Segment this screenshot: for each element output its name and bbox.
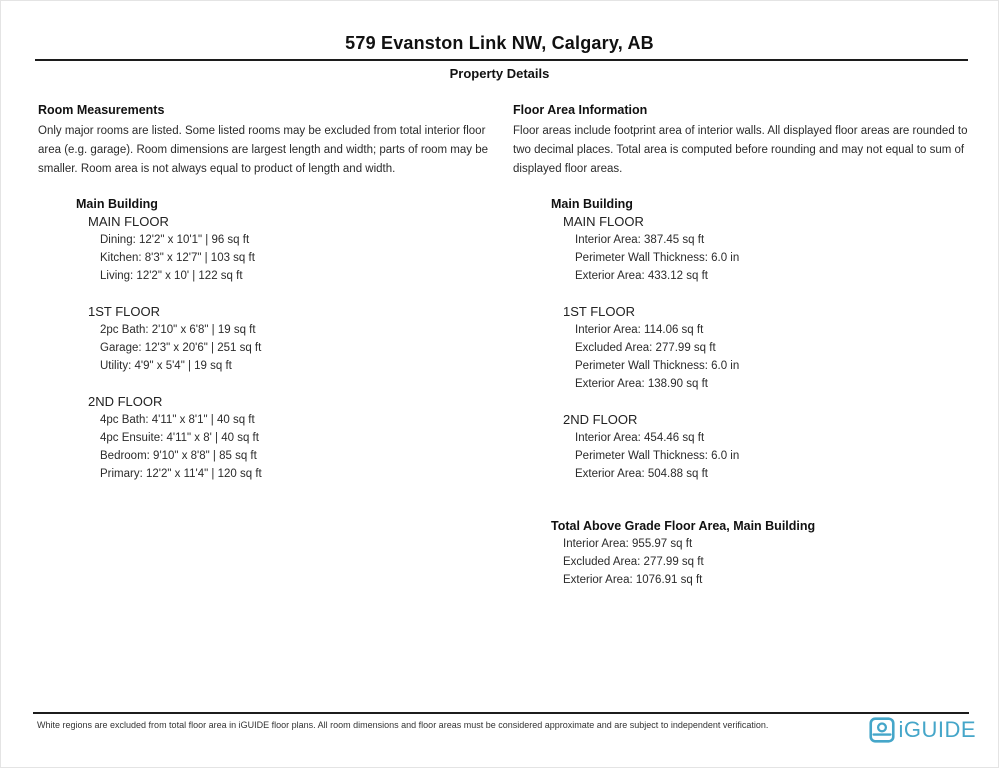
room-measurements-heading: Room Measurements (38, 103, 165, 117)
floor-group-1st-floor (88, 303, 496, 375)
floor-group-2nd-floor (88, 393, 496, 483)
room-measurements-section (38, 103, 496, 483)
room-entry: Primary: 12'2" x 11'4" | 120 sq ft (100, 468, 262, 480)
footer-divider (33, 712, 969, 714)
floor-group-main-floor (88, 213, 496, 285)
iguide-logo-text: iGUIDE (898, 717, 976, 742)
total-heading: Total Above Grade Floor Area, Main Building (551, 519, 816, 533)
room-entry: Living: 12'2" x 10' | 122 sq ft (100, 270, 243, 282)
room-entry: Garage: 12'3" x 20'6" | 251 sq ft (100, 342, 262, 354)
room-entry: Bedroom: 9'10" x 8'8" | 85 sq ft (100, 450, 257, 462)
iguide-logo (869, 717, 976, 743)
floor-name: MAIN FLOOR (563, 214, 644, 229)
area-entry: Excluded Area: 277.99 sq ft (575, 342, 716, 354)
room-entry: Kitchen: 8'3" x 12'7" | 103 sq ft (100, 252, 255, 264)
area-entry: Interior Area: 387.45 sq ft (575, 234, 705, 246)
page-subtitle: Property Details (449, 66, 550, 81)
room-entry: 4pc Ensuite: 4'11" x 8' | 40 sq ft (100, 432, 259, 444)
area-entry: Exterior Area: 504.88 sq ft (575, 468, 708, 480)
area-entry: Perimeter Wall Thickness: 6.0 in (575, 252, 740, 264)
area-entry: Perimeter Wall Thickness: 6.0 in (575, 450, 740, 462)
area-entry: Perimeter Wall Thickness: 6.0 in (575, 360, 740, 372)
building-name: Main Building (551, 197, 633, 211)
building-name: Main Building (76, 197, 158, 211)
floor-area-information-section (513, 103, 979, 589)
room-entry: 2pc Bath: 2'10" x 6'8" | 19 sq ft (100, 324, 256, 336)
area-entry: Interior Area: 114.06 sq ft (575, 324, 704, 336)
area-entry: Exterior Area: 138.90 sq ft (575, 378, 708, 390)
room-measurements-building (76, 195, 496, 483)
floor-area-building (551, 195, 979, 483)
floor-group-1st-floor (563, 303, 979, 393)
header-divider (35, 59, 968, 61)
floor-group-main-floor (563, 213, 979, 285)
total-above-grade-section (551, 517, 979, 589)
room-entry: Dining: 12'2" x 10'1" | 96 sq ft (100, 234, 250, 246)
area-entry: Exterior Area: 1076.91 sq ft (563, 574, 703, 586)
floor-name: 2ND FLOOR (563, 412, 638, 427)
page-title: 579 Evanston Link NW, Calgary, AB (345, 33, 654, 53)
floor-area-heading: Floor Area Information (513, 103, 648, 117)
room-measurements-description: Only major rooms are listed. Some listed rooms may be excluded from total interior floor area (e.g. garage). Room dimensions are largest length and width; parts of room may be smaller. Room area is not always equal to product of length and width. (38, 125, 489, 175)
floor-group-2nd-floor (563, 411, 979, 483)
footer-disclaimer: White regions are excluded from total floor area in iGUIDE floor plans. All room dimensions and floor areas must be considered approximate and are subject to independent verification. (37, 720, 769, 730)
area-entry: Interior Area: 454.46 sq ft (575, 432, 705, 444)
area-entry: Excluded Area: 277.99 sq ft (563, 556, 704, 568)
floor-name: 1ST FLOOR (563, 304, 636, 319)
floor-name: MAIN FLOOR (88, 214, 169, 229)
area-entry: Interior Area: 955.97 sq ft (563, 538, 693, 550)
floor-name: 1ST FLOOR (88, 304, 161, 319)
floor-area-description: Floor areas include footprint area of interior walls. All displayed floor areas are rounded to two decimal places. Total area is computed before rounding and may not equal to sum of displayed floor areas. (513, 125, 968, 175)
floor-name: 2ND FLOOR (88, 394, 163, 409)
room-entry: 4pc Bath: 4'11" x 8'1" | 40 sq ft (100, 414, 255, 426)
room-entry: Utility: 4'9" x 5'4" | 19 sq ft (100, 360, 232, 372)
area-entry: Exterior Area: 433.12 sq ft (575, 270, 708, 282)
iguide-logo-icon (869, 717, 895, 743)
